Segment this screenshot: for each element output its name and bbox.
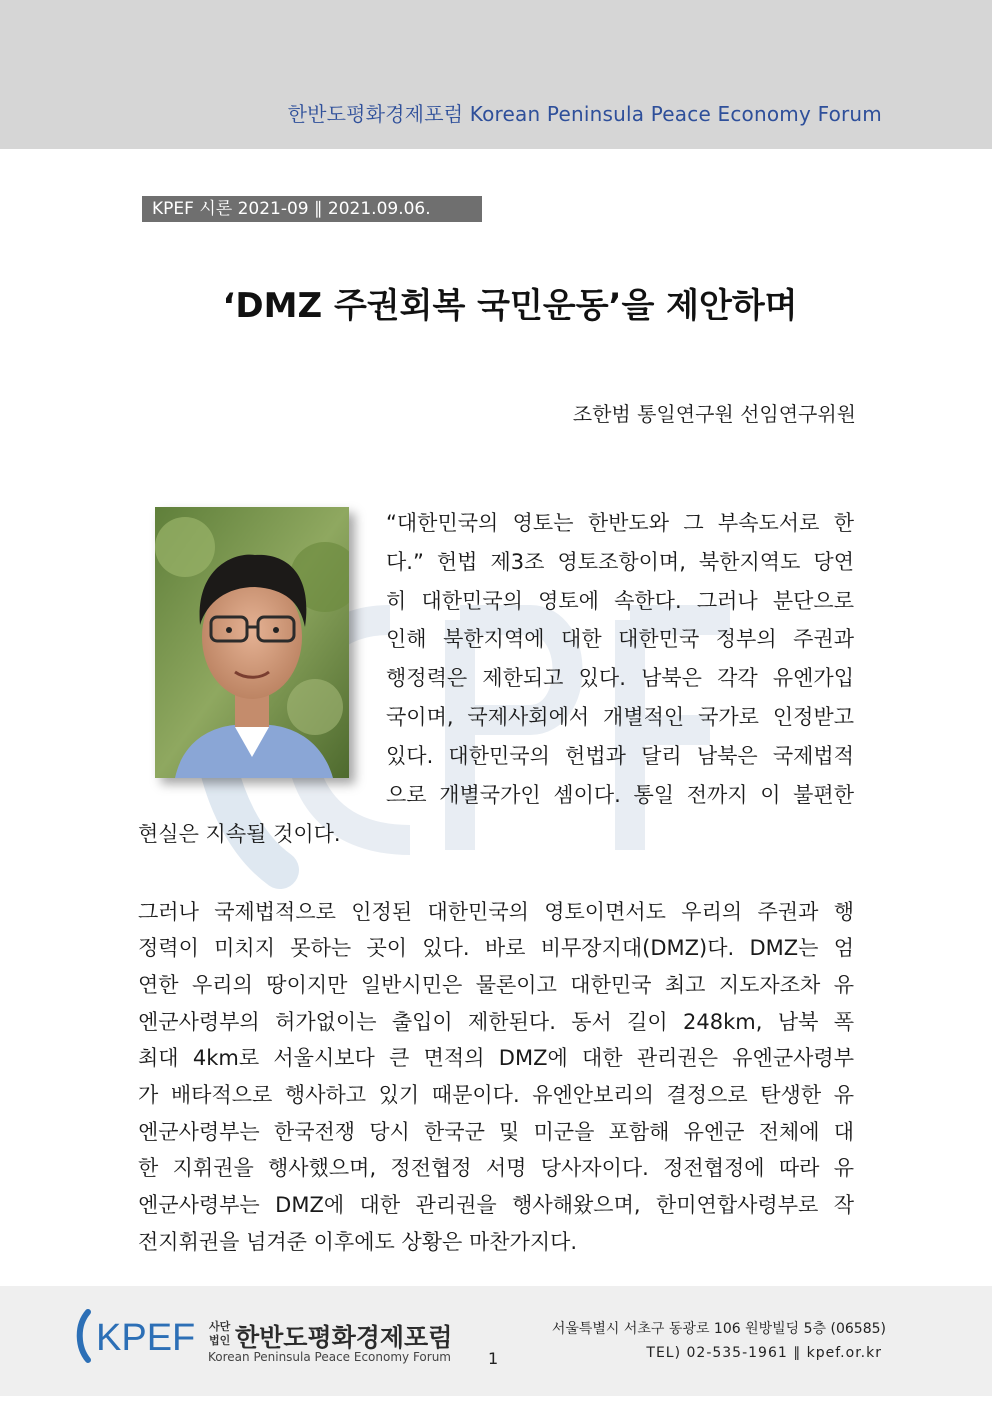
paragraph-line: 가 배타적으로 행사하고 있기 때문이다. 유엔안보리의 결정으로 탄생한 유 [138, 1083, 854, 1107]
logo-tag-line-1: 사단 [209, 1320, 231, 1333]
paragraph-line: 엔군사령부는 한국전쟁 당시 한국군 및 미군을 포함해 유엔군 전체에 대 [138, 1120, 854, 1144]
paragraph-line: 최대 4km로 서울시보다 큰 면적의 DMZ에 대한 관리권은 유엔군사령부 [138, 1046, 854, 1070]
paragraph-line: 국이며, 국제사회에서 개별적인 국가로 인정받고 [386, 705, 854, 729]
paragraph-line: 엔군사령부는 DMZ에 대한 관리권을 행사해왔으며, 한미연합사령부로 작 [138, 1193, 854, 1217]
paragraph-line: 연한 우리의 땅이지만 일반시민은 물론이고 대한민국 최고 지도자조차 유 [138, 973, 854, 997]
kpef-logo-icon [74, 1308, 206, 1364]
paragraph-line: 그러나 국제법적으로 인정된 대한민국의 영토이면서도 우리의 주권과 행 [138, 900, 854, 924]
svg-text:KPEF: KPEF [96, 1317, 196, 1359]
article-title: ‘DMZ 주권회복 국민운동’을 제안하며 [222, 286, 798, 326]
paragraph-line: 엔군사령부의 허가없이는 출입이 제한된다. 동서 길이 248km, 남북 폭 [138, 1010, 854, 1034]
article-author: 조한범 통일연구원 선임연구위원 [572, 402, 856, 426]
paragraph-line: “대한민국의 영토는 한반도와 그 부속도서로 한 [386, 511, 854, 535]
paragraph-line: 한 지휘권을 행사했으며, 정전협정 서명 당사자이다. 정전협정에 따라 유 [138, 1156, 854, 1180]
logo-name-kr: 한반도평화경제포럼 [235, 1323, 453, 1352]
series-badge: KPEF 시론 2021-09 ∥ 2021.09.06. [142, 196, 482, 222]
paragraph-line: 있다. 대한민국의 헌법과 달리 남북은 국제법적 [386, 744, 854, 768]
page-number: 1 [488, 1349, 499, 1368]
header-forum-name: 한반도평화경제포럼 Korean Peninsula Peace Economy Forum [287, 102, 882, 126]
logo-corporation-tag [209, 1320, 230, 1348]
paragraph-line: 으로 개별국가인 셈이다. 통일 전까지 이 불편한 [386, 783, 854, 807]
paragraph-line: 히 대한민국의 영토에 속한다. 그러나 분단으로 [386, 589, 854, 613]
paragraph-line: 인해 북한지역에 대한 대한민국 정부의 주권과 [386, 627, 854, 651]
author-photo [155, 507, 349, 778]
logo-name-en: Korean Peninsula Peace Economy Forum [208, 1350, 451, 1364]
paragraph-line: 현실은 지속될 것이다. [138, 822, 341, 846]
footer-contact[interactable]: TEL) 02-535-1961 ∥ kpef.or.kr [646, 1345, 882, 1361]
paragraph-line: 다.” 헌법 제3조 영토조항이며, 북한지역도 당연 [386, 550, 854, 574]
paragraph-line: 행정력은 제한되고 있다. 남북은 각각 유엔가입 [386, 666, 854, 690]
logo-tag-line-2: 법인 [209, 1334, 231, 1347]
paragraph-line: 전지휘권을 넘겨준 이후에도 상황은 마찬가지다. [138, 1230, 578, 1254]
paragraph-line: 정력이 미치지 못하는 곳이 있다. 바로 비무장지대(DMZ)다. DMZ는 엄 [138, 936, 854, 960]
footer-address: 서울특별시 서초구 동광로 106 원방빌딩 5층 (06585) [551, 1321, 886, 1337]
